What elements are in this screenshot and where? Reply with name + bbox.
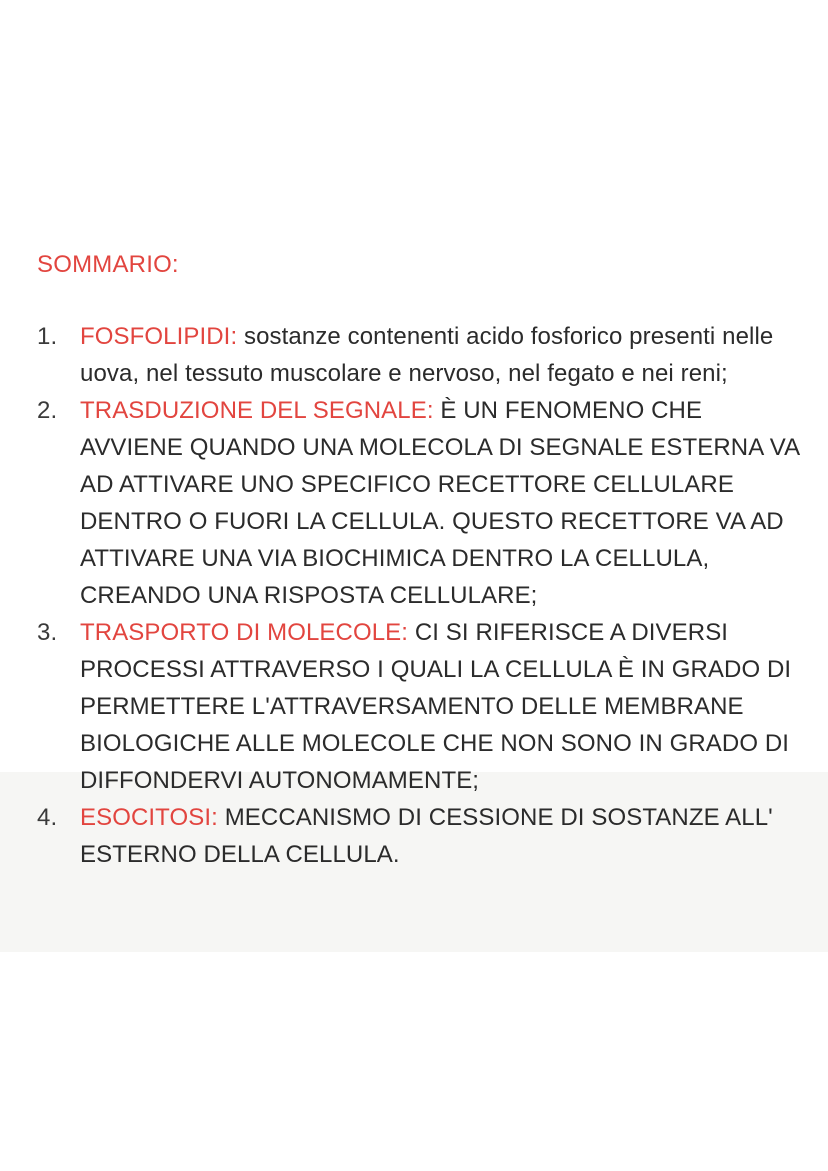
list-item-fosfolipidi	[37, 318, 807, 392]
term-label: ESOCITOSI:	[80, 804, 218, 831]
list-number: 3.	[37, 619, 58, 646]
summary-title: SOMMARIO:	[37, 251, 179, 278]
list-number: 4.	[37, 804, 58, 831]
list-number: 2.	[37, 397, 58, 424]
term-label: TRASPORTO DI MOLECOLE:	[80, 619, 409, 646]
list-number: 1.	[37, 323, 58, 350]
summary-list	[37, 318, 807, 873]
list-item-trasporto	[37, 614, 807, 799]
list-item-esocitosi	[37, 799, 807, 873]
definition-text: CI SI RIFERISCE A DIVERSI PROCESSI ATTRAVERSO I QUALI LA CELLULA È IN GRADO DI PERMETTERE L'ATTRAVERSAMENTO DELLE MEMBRANE BIOLOGICHE ALLE MOLECOLE CHE NON SONO IN GRADO DI DIFFONDERVI AUTONOMAMENTE;	[80, 619, 792, 794]
definition-text: MECCANISMO DI CESSIONE DI SOSTANZE ALL' ESTERNO DELLA CELLULA.	[80, 804, 773, 868]
list-item-trasduzione	[37, 392, 807, 614]
definition-text: È UN FENOMENO CHE AVVIENE QUANDO UNA MOLECOLA DI SEGNALE ESTERNA VA AD ATTIVARE UNO SPECIFICO RECETTORE CELLULARE DENTRO O FUORI LA CELLULA. QUESTO RECETTORE VA AD ATTIVARE UNA VIA BIOCHIMICA DENTRO LA CELLULA, CREANDO UNA RISPOSTA CELLULARE;	[80, 397, 799, 609]
definition-text: sostanze contenenti acido fosforico presenti nelle uova, nel tessuto muscolare e nervoso, nel fegato e nei reni;	[80, 323, 774, 387]
term-label: TRASDUZIONE DEL SEGNALE:	[80, 397, 434, 424]
term-label: FOSFOLIPIDI:	[80, 323, 238, 350]
